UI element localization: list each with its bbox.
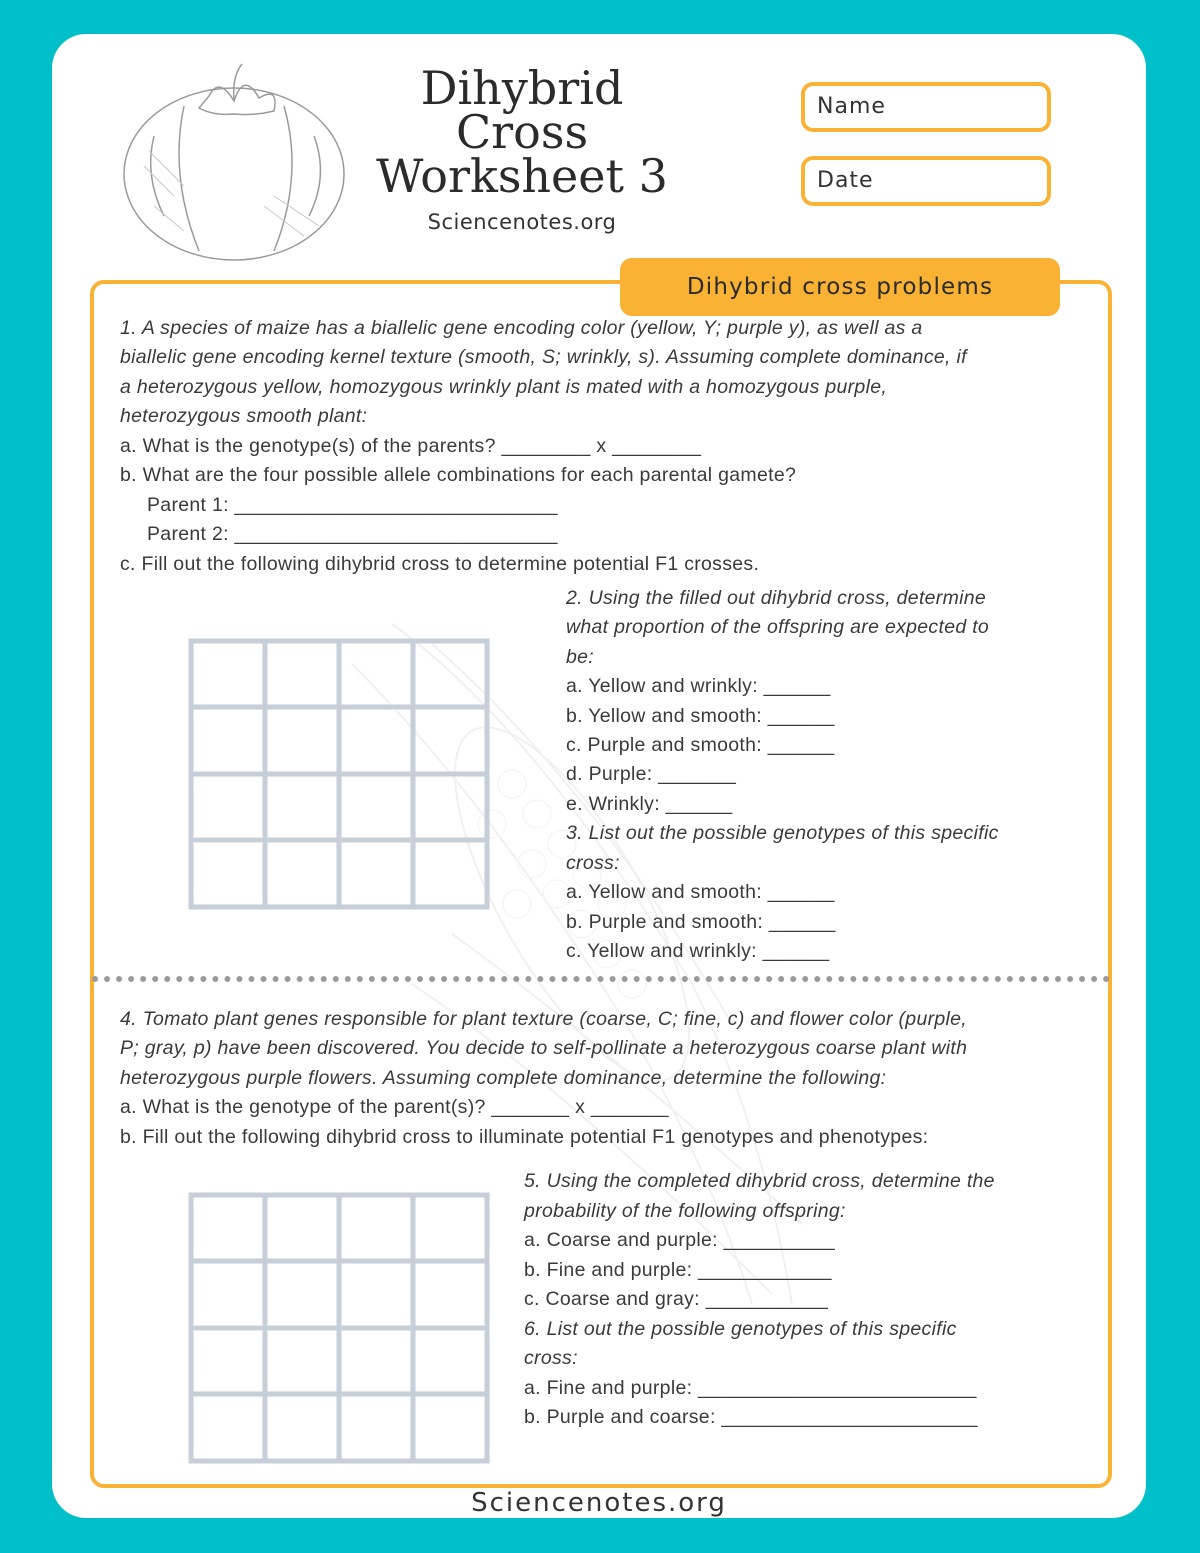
q2-line-2: what proportion of the offspring are expected to — [566, 616, 990, 638]
q2-part-e: e. Wrinkly: ______ — [566, 793, 733, 815]
q1-parent-2: Parent 2: _____________________________ — [147, 523, 558, 545]
q4-line-2: P; gray, p) have been discovered. You decide to self-pollinate a heterozygous coarse plant with — [120, 1037, 968, 1059]
tomato-illustration — [114, 56, 354, 266]
q6-line-1: 6. List out the possible genotypes of this specific — [524, 1318, 957, 1340]
title-line-3: Worksheet 3 — [376, 149, 668, 203]
q1-line-4: heterozygous smooth plant: — [120, 405, 368, 427]
worksheet-page — [52, 34, 1146, 1518]
q1-part-a: a. What is the genotype(s) of the parents? ________ x ________ — [120, 435, 702, 457]
q2-part-a: a. Yellow and wrinkly: ______ — [566, 675, 831, 697]
section-divider — [92, 976, 1110, 982]
q6-part-a: a. Fine and purple: _________________________ — [524, 1377, 977, 1399]
q4-line-1: 4. Tomato plant genes responsible for plant texture (coarse, C; fine, c) and flower color (purple, — [120, 1008, 968, 1030]
worksheet-title — [372, 61, 672, 203]
q5-part-a: a. Coarse and purple: __________ — [524, 1229, 836, 1251]
q1-parent-1: Parent 1: _____________________________ — [147, 494, 558, 516]
q3-line-2: cross: — [566, 852, 620, 874]
q5-line-2: probability of the following offspring: — [524, 1200, 846, 1222]
q5-part-b: b. Fine and purple: ____________ — [524, 1259, 832, 1281]
q1-part-c: c. Fill out the following dihybrid cross to determine potential F1 crosses. — [120, 553, 760, 575]
section-tab: Dihybrid cross problems — [620, 258, 1060, 316]
q4-part-b: b. Fill out the following dihybrid cross to illuminate potential F1 genotypes and phenotypes: — [120, 1126, 929, 1148]
q4-line-3: heterozygous purple flowers. Assuming complete dominance, determine the following: — [120, 1067, 887, 1089]
site-name-top: Sciencenotes.org — [427, 210, 617, 234]
title-line-2: Cross — [455, 105, 589, 159]
q3-part-b: b. Purple and smooth: ______ — [566, 911, 836, 933]
q2-line-3: be: — [566, 646, 595, 668]
q5-part-c: c. Coarse and gray: ___________ — [524, 1288, 829, 1310]
q4-part-a: a. What is the genotype of the parent(s)? _______ x _______ — [120, 1096, 669, 1118]
q1-part-b: b. What are the four possible allele combinations for each parental gamete? — [120, 464, 797, 486]
q2-line-1: 2. Using the filled out dihybrid cross, determine — [566, 587, 987, 609]
q6-line-2: cross: — [524, 1347, 578, 1369]
q6-part-b: b. Purple and coarse: _______________________ — [524, 1406, 978, 1428]
q2-part-d: d. Purple: _______ — [566, 763, 737, 785]
site-name-footer: Sciencenotes.org — [471, 1488, 727, 1518]
q1-line-2: biallelic gene encoding kernel texture (smooth, S; wrinkly, s). Assuming complete dominance, if — [120, 346, 967, 368]
q3-line-1: 3. List out the possible genotypes of this specific — [566, 822, 999, 844]
punnett-square-2[interactable] — [188, 1192, 490, 1464]
date-field[interactable]: Date — [801, 156, 1051, 206]
q1-line-1: 1. A species of maize has a biallelic gene encoding color (yellow, Y; purple y), as well as a — [120, 317, 923, 339]
q5-line-1: 5. Using the completed dihybrid cross, determine the — [524, 1170, 995, 1192]
q2-part-b: b. Yellow and smooth: ______ — [566, 705, 835, 727]
punnett-square-1[interactable] — [188, 638, 490, 910]
name-field[interactable]: Name — [801, 82, 1051, 132]
q3-part-a: a. Yellow and smooth: ______ — [566, 881, 835, 903]
q3-part-c: c. Yellow and wrinkly: ______ — [566, 940, 830, 962]
title-line-1: Dihybrid — [420, 61, 624, 115]
q2-part-c: c. Purple and smooth: ______ — [566, 734, 835, 756]
q1-line-3: a heterozygous yellow, homozygous wrinkly plant is mated with a homozygous purple, — [120, 376, 888, 398]
